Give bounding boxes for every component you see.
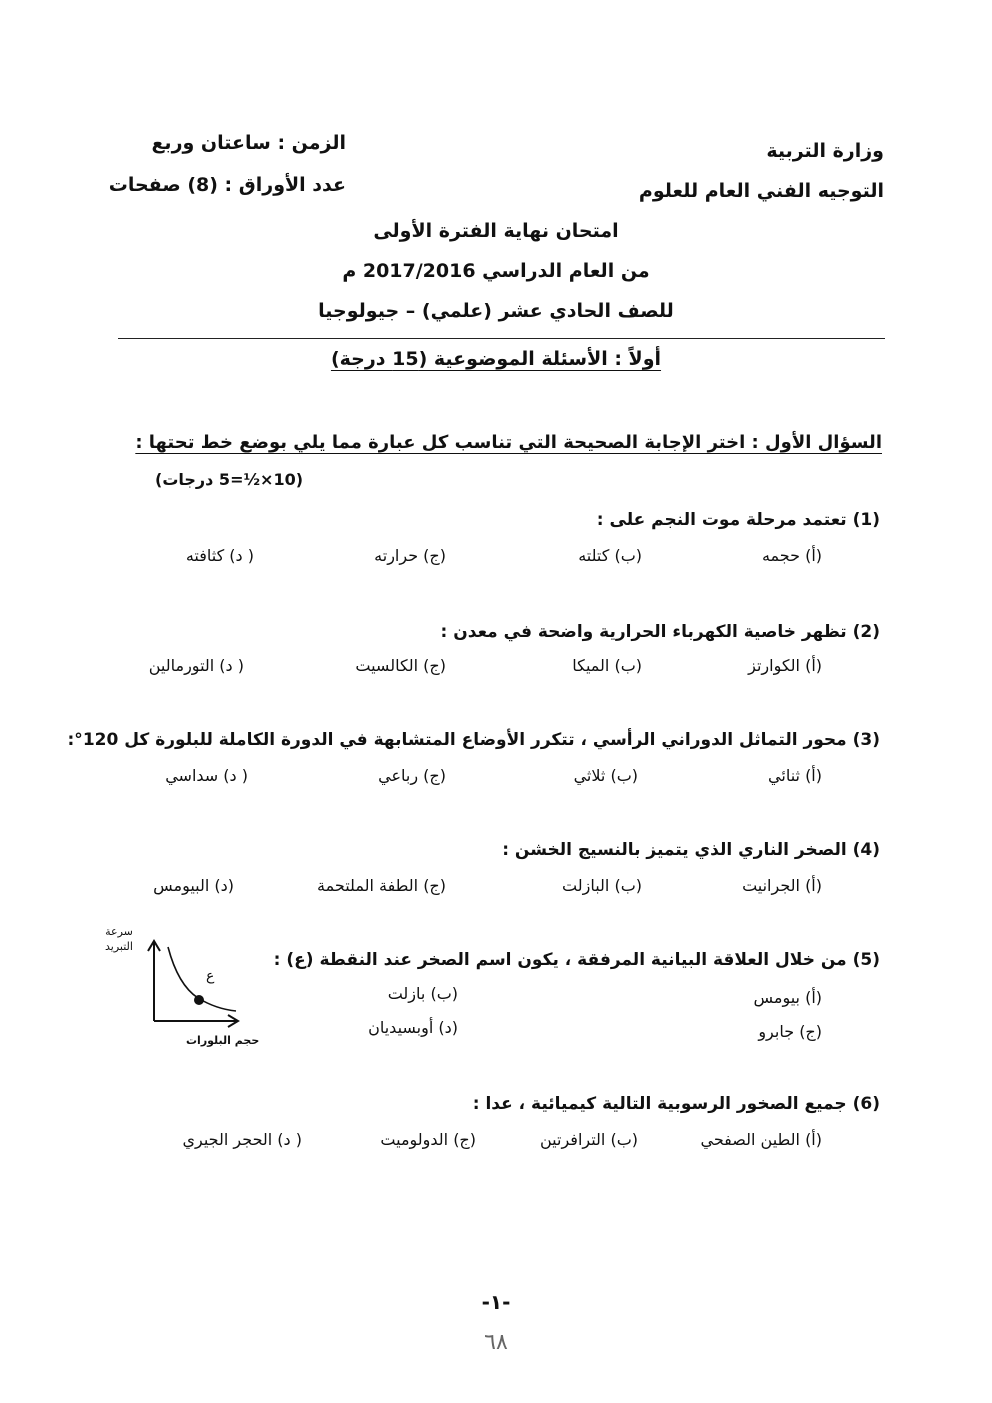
q5-option-c[interactable]: (ج) جابرو: [758, 1022, 822, 1041]
q1-option-d[interactable]: ( د) كثافته: [185, 546, 254, 565]
q5-option-b[interactable]: (ب) بازلت: [387, 984, 458, 1003]
question-4: (4) الصخر الناري الذي يتميز بالنسيج الخشن :: [502, 840, 880, 860]
graph-y-label-2: التبريد: [105, 940, 133, 953]
exam-duration: الزمن : ساعتان وربع: [151, 132, 346, 154]
q5-option-a[interactable]: (أ) بيومس: [753, 988, 822, 1007]
department-name: التوجيه الفني العام للعلوم: [638, 180, 884, 202]
question-2: (2) تظهر خاصية الكهرباء الحرارية واضحة في معدن :: [440, 622, 880, 642]
question-3: (3) محور التماثل الدوراني الرأسي ، تتكرر الأوضاع المتشابهة في الدورة الكاملة للبلورة كل 120°:: [67, 730, 880, 750]
q4-option-d[interactable]: (د) البيومس: [153, 876, 234, 895]
q2-option-c[interactable]: (ج) الكالسيت: [355, 656, 446, 675]
q1-option-b[interactable]: (ب) كتلته: [578, 546, 642, 565]
question-5: (5) من خلال العلاقة البيانية المرفقة ، يكون اسم الصخر عند النقطة (ع) :: [273, 950, 880, 970]
question-one-instruction: السؤال الأول : اختر الإجابة الصحيحة التي تناسب كل عبارة مما يلي بوضع خط تحتها :: [135, 432, 882, 453]
page-count: عدد الأوراق : (8) صفحات: [108, 174, 346, 196]
page-number: -١-: [481, 1290, 511, 1314]
q2-option-d[interactable]: ( د) التورمالين: [148, 656, 244, 675]
q2-option-a[interactable]: (أ) الكوارتز: [748, 656, 822, 675]
section-title: أولاً : الأسئلة الموضوعية (15 درجة): [330, 348, 662, 370]
question-6: (6) جميع الصخور الرسوبية التالية كيميائية ، عدا :: [472, 1094, 880, 1114]
q6-option-b[interactable]: (ب) الترافرتين: [540, 1130, 638, 1149]
school-year: من العام الدراسي 2017/2016 م: [342, 260, 650, 282]
graph-y-label-1: سرعة: [105, 925, 133, 938]
q5-option-d[interactable]: (د) أوبسيديان: [368, 1018, 458, 1037]
grade-subject: للصف الحادي عشر (علمي) – جيولوجيا: [318, 300, 674, 322]
q2-option-b[interactable]: (ب) الميكا: [572, 656, 642, 675]
exam-title: امتحان نهاية الفترة الأولى: [373, 220, 619, 242]
handwritten-page-number: ٦٨: [484, 1330, 508, 1355]
point-e-marker: [194, 995, 204, 1005]
q4-option-c[interactable]: (ج) الطفة الملتحمة: [317, 876, 446, 895]
q1-option-c[interactable]: (ج) حرارته: [374, 546, 446, 565]
q6-option-c[interactable]: (ج) الدولوميت: [380, 1130, 476, 1149]
question-one-marks: (10×½=5 درجات): [155, 470, 304, 489]
graph-x-label: حجم البلورات: [186, 1034, 260, 1047]
q6-option-a[interactable]: (أ) الطين الصفحي: [700, 1130, 822, 1149]
q1-option-a[interactable]: (أ) حجمه: [761, 546, 822, 565]
q3-option-d[interactable]: ( د) سداسي: [165, 766, 248, 785]
ministry-name: وزارة التربية: [766, 140, 884, 162]
q6-option-d[interactable]: ( د) الحجر الجيري: [182, 1130, 302, 1149]
q4-option-b[interactable]: (ب) البازلت: [562, 876, 642, 895]
question-1: (1) تعتمد مرحلة موت النجم على :: [596, 510, 880, 530]
q3-option-a[interactable]: (أ) ثنائي: [768, 766, 822, 785]
header-divider: [118, 338, 885, 339]
graph-point-label: ع: [206, 968, 215, 984]
q4-option-a[interactable]: (أ) الجرانيت: [742, 876, 822, 895]
q3-option-b[interactable]: (ب) ثلاثي: [573, 766, 638, 785]
q3-option-c[interactable]: (ج) رباعي: [378, 766, 446, 785]
